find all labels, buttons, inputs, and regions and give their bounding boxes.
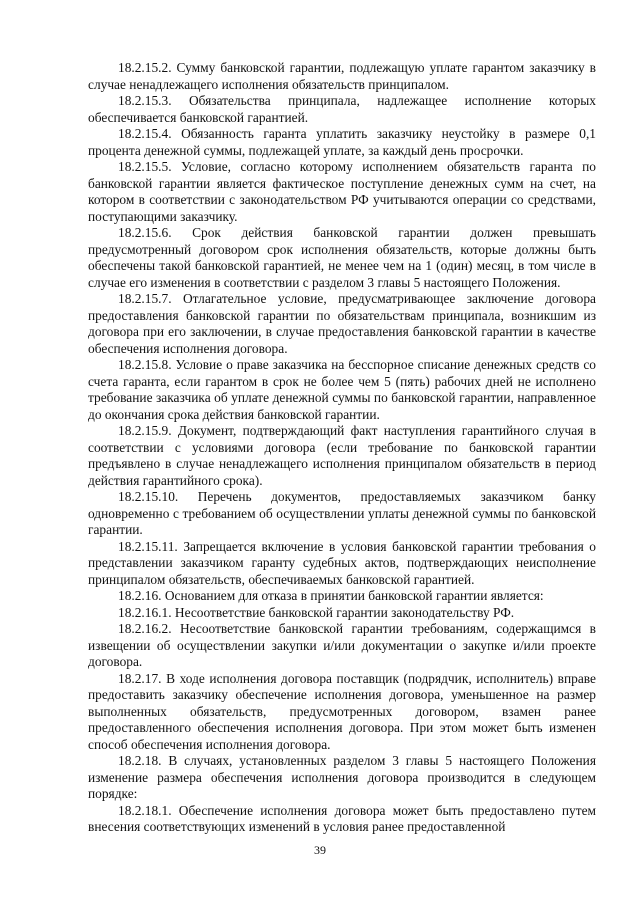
paragraph-18-2-16-2: 18.2.16.2. Несоответствие банковской гарантии требованиям, содержащимся в извещении об осуществлении закупки и/или документации о закупке и/или проекте договора.: [88, 621, 596, 669]
paragraph-18-2-15-3: 18.2.15.3. Обязательства принципала, надлежащее исполнение которых обеспечивается банковской гарантией.: [88, 93, 596, 125]
paragraph-18-2-15-2: 18.2.15.2. Сумму банковской гарантии, подлежащую уплате гарантом заказчику в случае ненадлежащего исполнения обязательств принципалом.: [88, 60, 596, 92]
page-number: 39: [314, 843, 326, 857]
paragraph-18-2-18-1: 18.2.18.1. Обеспечение исполнения договора может быть предоставлено путем внесения соответствующих изменений в условия ранее предоставленной: [88, 802, 596, 834]
paragraph-18-2-15-8: 18.2.15.8. Условие о праве заказчика на бесспорное списание денежных средств со счета гаранта, если гарантом в срок не более чем 5 (пять) рабочих дней не исполнено требование заказчика об уплате денежной суммы по банковской гарантии, направленное до окончания срока действия банковской гарантии.: [88, 357, 596, 422]
paragraph-18-2-15-11: 18.2.15.11. Запрещается включение в условия банковской гарантии требования о представлении заказчиком гаранту судебных актов, подтверждающих неисполнение принципалом обязательств, обеспечиваемых банковской гарантией.: [88, 538, 596, 587]
paragraph-18-2-18: 18.2.18. В случаях, установленных разделом 3 главы 5 настоящего Положения изменение размера обеспечения исполнения договора производится в следующем порядке:: [88, 753, 596, 801]
paragraph-18-2-15-7: 18.2.15.7. Отлагательное условие, предусматривающее заключение договора предоставления банковской гарантии по обязательствам принципала, возникшим из договора при его заключении, в случае предоставления банковской гарантии в качестве обеспечения исполнения договора.: [88, 291, 596, 356]
paragraph-18-2-15-9: 18.2.15.9. Документ, подтверждающий факт наступления гарантийного случая в соответствии с условиями договора (если требование по банковской гарантии предъявлено в случае ненадлежащего исполнения принципалом обязательств в период действия гарантийного срока).: [88, 423, 596, 488]
paragraph-18-2-15-5: 18.2.15.5. Условие, согласно которому исполнением обязательств гаранта по банковской гарантии является фактическое поступление денежных сумм на счет, на котором в соответствии с законодательством РФ учитываются операции со средствами, поступающими заказчику.: [88, 159, 596, 224]
paragraph-18-2-16: 18.2.16. Основанием для отказа в принятии банковской гарантии является:: [118, 588, 544, 603]
document-body: [88, 60, 596, 836]
paragraph-18-2-15-6: 18.2.15.6. Срок действия банковской гарантии должен превышать предусмотренный договором срок исполнения обязательств, которые должны быть обеспечены такой банковской гарантией, не менее чем на 1 (один) месяц, в том числе в случае его изменения в соответствии с разделом 3 главы 5 настоящего Положения.: [88, 225, 596, 290]
paragraph-18-2-17: 18.2.17. В ходе исполнения договора поставщик (подрядчик, исполнитель) вправе предоставить заказчику обеспечение исполнения договора, уменьшенное на размер выполненных обязательств, предусмотренных договором, взамен ранее предоставленного обеспечения исполнения договора. При этом может быть изменен способ обеспечения исполнения договора.: [88, 670, 596, 752]
paragraph-18-2-15-10: 18.2.15.10. Перечень документов, предоставляемых заказчиком банку одновременно с требованием об осуществлении уплаты денежной суммы по банковской гарантии.: [88, 489, 596, 537]
paragraph-18-2-15-4: 18.2.15.4. Обязанность гаранта уплатить заказчику неустойку в размере 0,1 процента денежной суммы, подлежащей уплате, за каждый день просрочки.: [88, 126, 596, 158]
paragraph-18-2-16-1: 18.2.16.1. Несоответствие банковской гарантии законодательству РФ.: [118, 604, 515, 620]
